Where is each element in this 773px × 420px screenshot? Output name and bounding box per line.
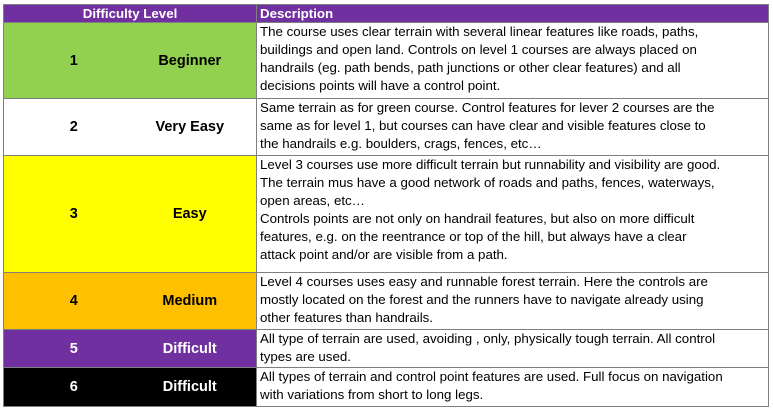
description-header: Description <box>257 5 769 23</box>
description-line: features, e.g. on the reentrance or top of the hill, but always have a clear <box>260 229 687 244</box>
table-row <box>4 330 769 368</box>
level-description <box>257 273 769 330</box>
description-line: All types of terrain and control point features are used. Full focus on navigation <box>260 369 723 384</box>
description-line: Level 4 courses uses easy and runnable forest terrain. Here the controls are <box>260 274 708 289</box>
description-line: handrails (eg. path bends, path junctions or other clear features) and all <box>260 60 681 75</box>
level-number: 4 <box>4 273 144 330</box>
description-line: with variations from short to long legs. <box>260 387 484 402</box>
level-number: 2 <box>4 99 144 156</box>
description-line: open areas, etc… <box>260 193 365 208</box>
level-name: Difficult <box>144 330 257 368</box>
level-name: Difficult <box>144 368 257 407</box>
description-line: other features than handrails. <box>260 310 433 325</box>
description-line: All type of terrain are used, avoiding , only, physically tough terrain. All control <box>260 331 716 346</box>
difficulty-level-header: Difficulty Level <box>4 5 257 23</box>
description-line: same as for level 1, but courses can have clear and visible features close to <box>260 118 706 133</box>
level-name: Beginner <box>144 23 257 99</box>
description-line: buildings and open land. Controls on level 1 courses are always placed on <box>260 42 697 57</box>
level-number: 1 <box>4 23 144 99</box>
description-line: attack point and/or are visible from a path. <box>260 247 508 262</box>
level-description <box>257 99 769 156</box>
level-number: 5 <box>4 330 144 368</box>
level-number: 3 <box>4 156 144 273</box>
description-line: mostly located on the forest and the runners have to navigate already using <box>260 292 704 307</box>
table-row <box>4 368 769 407</box>
table-row <box>4 273 769 330</box>
description-line: Level 3 courses use more difficult terrain but runnability and visibility are good. <box>260 157 721 172</box>
table-row <box>4 156 769 273</box>
description-line: Same terrain as for green course. Control features for lever 2 courses are the <box>260 100 715 115</box>
level-description <box>257 330 769 368</box>
level-description <box>257 368 769 407</box>
level-description <box>257 156 769 273</box>
level-number: 6 <box>4 368 144 407</box>
level-description <box>257 23 769 99</box>
description-line: The terrain mus have a good network of roads and paths, fences, waterways, <box>260 175 715 190</box>
level-name: Medium <box>144 273 257 330</box>
description-line: Controls points are not only on handrail features, but also on more difficult <box>260 211 695 226</box>
description-line: types are used. <box>260 349 351 364</box>
description-line: the handrails e.g. boulders, crags, fences, etc… <box>260 136 542 151</box>
description-line: decisions points will have a control point. <box>260 78 501 93</box>
difficulty-table <box>3 4 769 407</box>
table-row <box>4 23 769 99</box>
level-name: Very Easy <box>144 99 257 156</box>
description-line: The course uses clear terrain with several linear features like roads, paths, <box>260 24 699 39</box>
table-row <box>4 99 769 156</box>
level-name: Easy <box>144 156 257 273</box>
header-row <box>4 5 769 23</box>
